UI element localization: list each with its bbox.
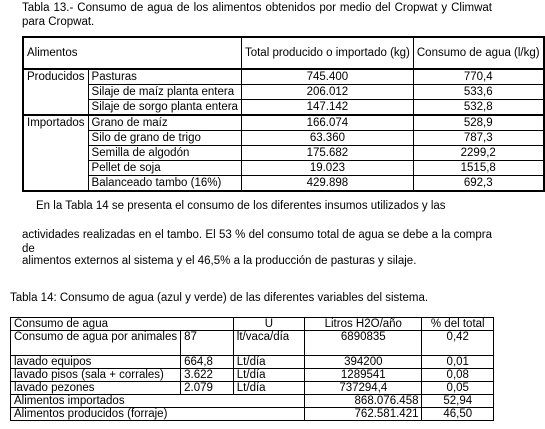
pct-cell: 46,50 <box>422 408 494 421</box>
consumo-cell: 533,6 <box>413 85 543 100</box>
total-cell: 175.682 <box>241 146 413 161</box>
table-row <box>23 176 544 192</box>
group-label-producidos: Producidos <box>23 69 88 115</box>
table14-header-row <box>11 318 494 331</box>
total-cell: 63.360 <box>241 131 413 146</box>
table13-caption: Tabla 13.- Consumo de agua de los alimentos obtenidos por medio del Cropwat y Climwat para Cropwat. <box>22 2 492 28</box>
pct-cell: 0,05 <box>422 382 494 395</box>
table14-header-pct: % del total <box>422 318 494 331</box>
unit-cell: lt/vaca/día <box>233 331 304 356</box>
table14 <box>10 317 494 421</box>
total-cell: 429.898 <box>241 176 413 192</box>
item-cell: Alimentos producidos (forraje) <box>11 408 305 421</box>
litros-cell: 1289541 <box>305 369 422 382</box>
table-row <box>11 382 494 395</box>
total-cell: 745.400 <box>241 69 413 85</box>
unit-cell: Lt/día <box>233 382 304 395</box>
total-cell: 166.074 <box>241 115 413 131</box>
pct-cell: 0,08 <box>422 369 494 382</box>
total-cell: 19.023 <box>241 161 413 176</box>
consumo-cell: 528,9 <box>413 115 543 131</box>
item-cell: lavado pisos (sala + corrales) <box>11 369 181 382</box>
unit-cell: Lt/día <box>233 356 304 369</box>
pct-cell: 0,42 <box>422 331 494 356</box>
item-cell: Silaje de sorgo planta entera <box>88 100 241 116</box>
total-cell: 206.012 <box>241 85 413 100</box>
table13-header-total: Total producido o importado (kg) <box>241 37 413 69</box>
table-row <box>23 100 544 116</box>
table14-header-consumo: Consumo de agua <box>11 318 234 331</box>
table14-caption: Tabla 14: Consumo de agua (azul y verde) de las diferentes variables del sistema. <box>10 292 429 304</box>
litros-cell: 6890835 <box>305 331 422 356</box>
qty-cell: 87 <box>181 331 234 356</box>
item-cell: lavado pezones <box>11 382 181 395</box>
consumo-cell: 770,4 <box>413 69 543 85</box>
paragraph-line-2: actividades realizadas en el tambo. El 53 % del consumo total de agua se debe a la compra de <box>22 229 492 255</box>
consumo-cell: 2299,2 <box>413 146 543 161</box>
unit-cell: Lt/día <box>233 369 304 382</box>
table13-header-alimentos: Alimentos <box>23 37 241 69</box>
consumo-cell: 1515,8 <box>413 161 543 176</box>
qty-cell: 2.079 <box>181 382 234 395</box>
table-row <box>11 331 494 356</box>
item-cell: Alimentos importados <box>11 395 305 408</box>
table13-header-consumo: Consumo de agua (l/kg) <box>413 37 543 69</box>
item-cell: Pellet de soja <box>88 161 241 176</box>
table-row <box>23 85 544 100</box>
item-cell: Pasturas <box>88 69 241 85</box>
table-row <box>23 115 544 131</box>
table-row <box>23 146 544 161</box>
group-label-importados: Importados <box>23 115 88 191</box>
table-row <box>11 369 494 382</box>
table-row <box>23 161 544 176</box>
table-row <box>11 395 494 408</box>
table-row <box>11 356 494 369</box>
item-cell: lavado equipos <box>11 356 181 369</box>
table-row <box>23 131 544 146</box>
table13 <box>22 36 545 192</box>
paragraph-line-3: alimentos externos al sistema y el 46,5% a la producción de pasturas y silaje. <box>22 255 417 267</box>
qty-cell: 664,8 <box>181 356 234 369</box>
litros-cell: 762.581.421 <box>305 408 422 421</box>
total-cell: 147.142 <box>241 100 413 116</box>
item-cell: Consumo de agua por animales <box>11 331 181 356</box>
consumo-cell: 532,8 <box>413 100 543 116</box>
consumo-cell: 787,3 <box>413 131 543 146</box>
table-row <box>23 69 544 85</box>
litros-cell: 737294,4 <box>305 382 422 395</box>
paragraph-line-1: En la Tabla 14 se presenta el consumo de los diferentes insumos utilizados y las <box>36 200 446 212</box>
item-cell: Balanceado tambo (16%) <box>88 176 241 192</box>
table13-header-row <box>23 37 544 69</box>
item-cell: Grano de maíz <box>88 115 241 131</box>
item-cell: Semilla de algodón <box>88 146 241 161</box>
qty-cell: 3.622 <box>181 369 234 382</box>
litros-cell: 394200 <box>305 356 422 369</box>
item-cell: Silo de grano de trigo <box>88 131 241 146</box>
consumo-cell: 692,3 <box>413 176 543 192</box>
pct-cell: 52,94 <box>422 395 494 408</box>
table14-header-litros: Litros H2O/año <box>305 318 422 331</box>
litros-cell: 868.076.458 <box>305 395 422 408</box>
pct-cell: 0,01 <box>422 356 494 369</box>
table14-header-u: U <box>233 318 304 331</box>
item-cell: Silaje de maíz planta entera <box>88 85 241 100</box>
table-row <box>11 408 494 421</box>
